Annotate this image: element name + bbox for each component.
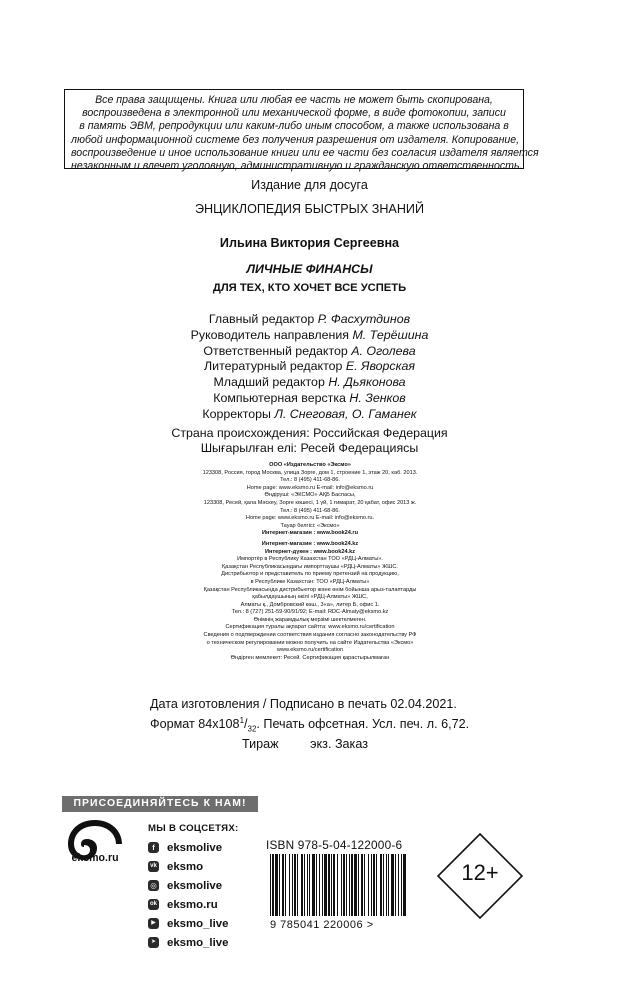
publisher-line: Өндіруші: «ЭКСМО» АҚБ Баспасы, xyxy=(264,492,356,499)
book-title: ЛИЧНЫЕ ФИНАНСЫ xyxy=(246,262,373,276)
barcode-bar xyxy=(386,854,387,916)
barcode-bar xyxy=(346,854,347,916)
barcode-bar xyxy=(324,854,327,916)
publisher-line: Home page: www.eksmo.ru E-mail: info@eksmo.ru. xyxy=(245,515,375,522)
notice-line: в память ЭВМ, репродукции или каким-либо иным способом, а также использована в xyxy=(79,120,509,133)
barcode-bar xyxy=(376,854,377,916)
publisher-line: Дистрибьютор и представитель по приему претензий на продукцию, xyxy=(221,571,399,578)
publisher-line: Home page: www.eksmo.ru E-mail: info@eksmo.ru xyxy=(246,484,374,491)
barcode-bar xyxy=(285,854,286,916)
barcode-bar xyxy=(333,854,335,916)
barcode-bar xyxy=(354,854,357,916)
social-label: eksmolive xyxy=(167,879,223,892)
notice-line: воспроизведена в электронной или механической форме, в виде фотокопии, записи xyxy=(82,107,506,120)
notice-line: любой информационной системе без получения разрешения от издателя. Копирование, xyxy=(71,133,520,146)
editorial-credits xyxy=(0,312,619,423)
barcode-bar xyxy=(282,854,284,916)
publisher-line: Тел.: 8 (727) 251-59-90/91/92; E-mail: RDC-Almaty@eksmo.kz xyxy=(231,609,389,616)
social-instagram[interactable] xyxy=(148,876,228,895)
publisher-line: Интернет-дүкен : www.book24.kz xyxy=(264,548,356,555)
social-facebook[interactable] xyxy=(148,838,228,857)
social-label: eksmo xyxy=(167,860,204,873)
series-name: ЭНЦИКЛОПЕДИЯ БЫСТРЫХ ЗНАНИЙ xyxy=(194,202,425,216)
eksmo-logo-icon xyxy=(64,818,126,882)
barcode-bar xyxy=(343,854,345,916)
publisher-info xyxy=(160,462,460,662)
youtube-icon: ▶ xyxy=(148,918,159,929)
facebook-icon: f xyxy=(148,842,159,853)
barcode-bar xyxy=(316,854,317,916)
publisher-line: 123308, Ресей, қала Мәскеу, Зорге көшесі, 1 үй, 1 ғимарат, 20 қабат, офис 2013 ж. xyxy=(203,499,417,506)
publisher-line: 123308, Россия, город Москва, улица Зорге, дом 1, строение 1, этаж 20, каб. 2013. xyxy=(202,469,418,476)
publisher-line: о техническом регулировании можно получить на сайте Издательства «Эксмо» xyxy=(206,639,414,646)
publisher-line: Тауар белгісі: «Эксмо» xyxy=(280,522,340,529)
vk-icon: vk xyxy=(148,861,159,872)
barcode-bar xyxy=(351,854,353,916)
publisher-line: Өнімнің жарамдылық мерзімі шектелмеген. xyxy=(253,616,367,623)
barcode-bar xyxy=(297,854,298,916)
publisher-line: Интернет-магазин : www.book24.kz xyxy=(261,540,359,547)
country-ru: Страна происхождения: Российская Федерация xyxy=(171,426,448,440)
edition-type: Издание для досуга xyxy=(251,178,368,192)
credit-row: Компьютерная верстка Н. Зенков xyxy=(213,390,406,405)
credit-row: Младший редактор Н. Дьяконова xyxy=(213,375,406,390)
barcode-bar xyxy=(341,854,342,916)
barcode-bar xyxy=(312,854,315,916)
barcode-bar xyxy=(383,854,384,916)
social-telegram[interactable] xyxy=(148,933,228,952)
barcode-bar xyxy=(270,854,271,916)
notice-line: воспроизведение и иное использование книги или ее части без согласия издателя является xyxy=(71,146,539,159)
barcode-bar xyxy=(373,854,375,916)
publisher-line: Интернет-магазин : www.book24.ru xyxy=(261,530,359,537)
publisher-line: www.eksmo.ru/certification xyxy=(276,647,344,654)
social-title: МЫ В СОЦСЕТЯХ: xyxy=(148,823,239,834)
publisher-line: в Республике Казахстан: ТОО «РДЦ-Алматы» xyxy=(250,578,370,585)
barcode-bar xyxy=(391,854,394,916)
eksmo-site-label: eksmo.ru xyxy=(71,852,119,864)
notice-line: Все права защищены. Книга или любая ее часть не может быть скопирована, xyxy=(95,94,493,106)
barcode-bar xyxy=(309,854,310,916)
author-name: Ильина Виктория Сергеевна xyxy=(219,236,400,250)
barcode-bar xyxy=(403,854,406,916)
credit-row: Главный редактор Р. Фасхутдинов xyxy=(208,312,411,326)
barcode-bar xyxy=(289,854,290,916)
publisher-line: Сертификация туралы ақпарат сайтта: www.eksmo.ru/certification xyxy=(225,624,395,631)
social-ok[interactable] xyxy=(148,895,228,914)
ok-icon: ok xyxy=(148,899,159,910)
barcode-bar xyxy=(304,854,305,916)
barcode-bar xyxy=(322,854,323,916)
social-youtube[interactable] xyxy=(148,914,228,933)
barcode-bar xyxy=(331,854,332,916)
publisher-line: Қазақстан Республикасында дистрибьютор және өнім бойынша арыз-талаптарды xyxy=(203,586,417,593)
barcode-bar xyxy=(368,854,369,916)
print-details xyxy=(150,697,490,752)
social-links xyxy=(148,838,228,952)
barcode-bar xyxy=(364,854,365,916)
barcode-bar xyxy=(337,854,338,916)
notice-line: незаконным и влечет уголовную, административную и гражданскую ответственность. xyxy=(71,160,523,173)
publisher-line: Өндірген мемлекет: Ресей. Сертификация қарастырылмаған xyxy=(230,654,390,661)
social-vk[interactable] xyxy=(148,857,228,876)
age-rating: 12+ xyxy=(461,860,499,885)
barcode-bar xyxy=(292,854,293,916)
barcode-icon xyxy=(268,854,408,916)
book-subtitle: ДЛЯ ТЕХ, КТО ХОЧЕТ ВСЕ УСПЕТЬ xyxy=(212,282,407,294)
publisher-line: Сведения о подтверждении соответствия издания согласно законодательству РФ xyxy=(203,632,417,639)
barcode-bar xyxy=(279,854,280,916)
publisher-line: ООО «Издательство «Эксмо» xyxy=(269,462,351,468)
publisher-line: Алматы қ., Домбровский көш., 3«а», литер Б, офис 1. xyxy=(240,601,380,608)
country-kz: Шығарылған елі: Ресей Федерациясы xyxy=(200,441,419,456)
barcode-bar xyxy=(358,854,359,916)
barcode-bar xyxy=(361,854,363,916)
telegram-icon: ➤ xyxy=(148,937,159,948)
barcode-bar xyxy=(371,854,372,916)
barcode-bar xyxy=(272,854,274,916)
isbn-number: ISBN 978-5-04-122000-6 xyxy=(266,838,403,852)
barcode-bar xyxy=(398,854,399,916)
country-of-origin xyxy=(0,426,619,456)
publisher-line: қабылдаушының өкілі «РДЦ-Алматы» ЖШС, xyxy=(252,594,368,601)
copyright-notice xyxy=(64,89,539,173)
barcode-bar xyxy=(294,854,296,916)
barcode-bar xyxy=(349,854,350,916)
credit-row: Ответственный редактор А. Оголева xyxy=(203,343,416,358)
barcode-digits: 9 785041 220006 > xyxy=(270,919,374,931)
print-run: Тираж экз. Заказ xyxy=(242,736,368,751)
credit-row: Литературный редактор Е. Яворская xyxy=(204,359,415,374)
print-date: Дата изготовления / Подписано в печать 02.04.2021. xyxy=(150,697,457,711)
barcode-bar xyxy=(319,854,320,916)
social-label: eksmolive xyxy=(167,841,223,854)
barcode-bar xyxy=(395,854,396,916)
publisher-line: Тел.: 8 (495) 411-68-86. xyxy=(280,477,340,484)
social-label: eksmo_live xyxy=(167,936,229,949)
barcode-bar xyxy=(401,854,402,916)
barcode-bar xyxy=(388,854,389,916)
credit-row: Руководитель направления М. Терёшина xyxy=(190,327,429,342)
barcode-bar xyxy=(328,854,330,916)
social-label: eksmo_live xyxy=(167,917,229,930)
barcode-bar xyxy=(275,854,278,916)
credit-row: Корректоры Л. Снеговая, О. Гаманек xyxy=(202,406,417,421)
publisher-line: Қазақстан Республикасындағы импорттаушы «РДЦ-Алматы» ЖШС. xyxy=(222,563,398,570)
join-us-banner: ПРИСОЕДИНЯЙТЕСЬ К НАМ! xyxy=(62,796,258,812)
social-label: eksmo.ru xyxy=(167,898,218,911)
publisher-line: Тел.: 8 (495) 411-68-86. xyxy=(280,507,340,514)
print-format: Формат $84x108^1/_{32}$. Печать офсетная. Усл. печ. л. 6,72. xyxy=(150,715,470,734)
publisher-line: Импортёр в Республику Казахстан ТОО «РДЦ-Алматы». xyxy=(237,556,383,563)
barcode-bar xyxy=(307,854,308,916)
barcode-bar xyxy=(380,854,382,916)
barcode-bar xyxy=(301,854,303,916)
instagram-icon: ◎ xyxy=(148,880,159,891)
